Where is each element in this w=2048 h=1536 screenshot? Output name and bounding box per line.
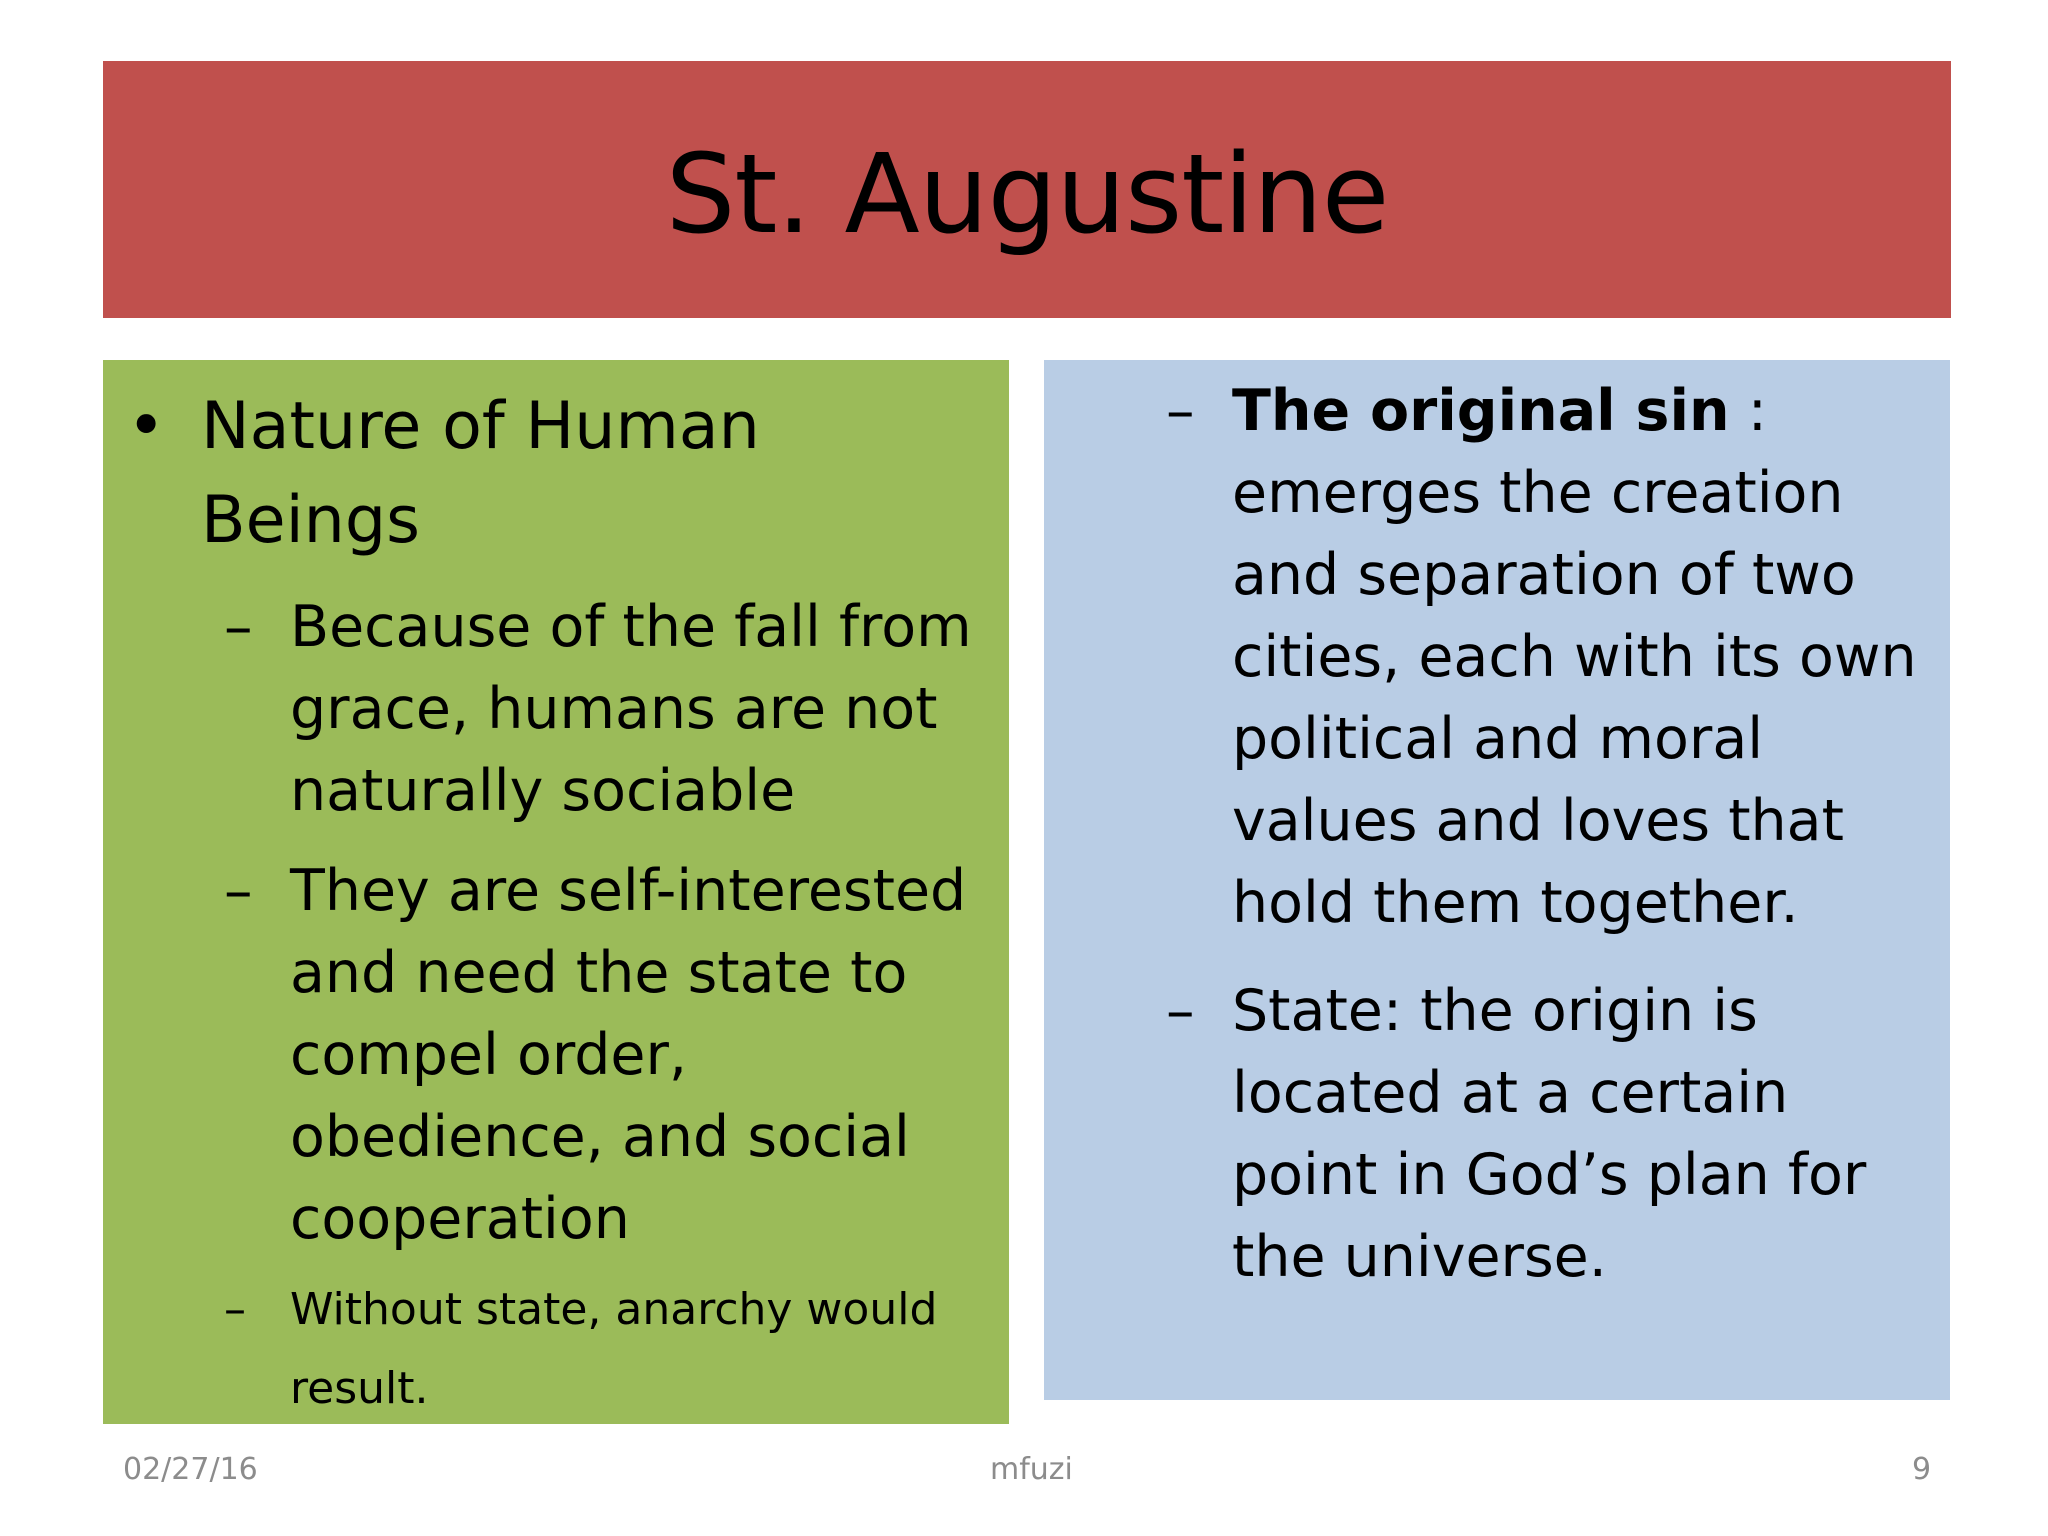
right-bullet-2-text: State: the origin is located at a certain point in God’s plan for the universe. <box>1232 978 1867 1290</box>
slide-title: St. Augustine <box>665 129 1389 258</box>
sub-bullet-2 <box>224 850 990 1260</box>
footer-page-number: 9 <box>1912 1452 1932 1487</box>
sub-bullet-2-text: They are self-interested and need the state to compel order, obedience, and social cooperation <box>290 858 967 1252</box>
right-bullet-1-text: : emerges the creation and separation of two cities, each with its own political and moral values and loves that hold them together. <box>1232 378 1917 936</box>
right-bullet-1 <box>1166 370 1922 944</box>
sub-bullet-1-text: Because of the fall from grace, humans are not naturally sociable <box>290 594 972 824</box>
footer-author: mfuzi <box>990 1452 1073 1487</box>
sub-bullet-3-text: Without state, anarchy would result. <box>290 1284 938 1414</box>
dash-icon: – <box>1166 378 1195 444</box>
main-bullet <box>127 380 981 568</box>
right-bullet-2 <box>1166 970 1922 1298</box>
original-sin-term: The original sin <box>1232 378 1730 444</box>
title-bar <box>103 61 1951 318</box>
main-bullet-text: Nature of Human Beings <box>201 389 760 558</box>
dash-icon: – <box>1166 978 1195 1044</box>
sub-bullet-1 <box>224 586 990 832</box>
sub-bullet-3 <box>224 1270 970 1428</box>
bullet-dot-icon: • <box>127 389 166 464</box>
dash-icon: – <box>224 858 253 924</box>
dash-icon: – <box>224 1284 246 1335</box>
left-content-panel <box>103 360 1009 1424</box>
right-content-panel <box>1044 360 1950 1400</box>
footer-date: 02/27/16 <box>123 1452 258 1487</box>
dash-icon: – <box>224 594 253 660</box>
